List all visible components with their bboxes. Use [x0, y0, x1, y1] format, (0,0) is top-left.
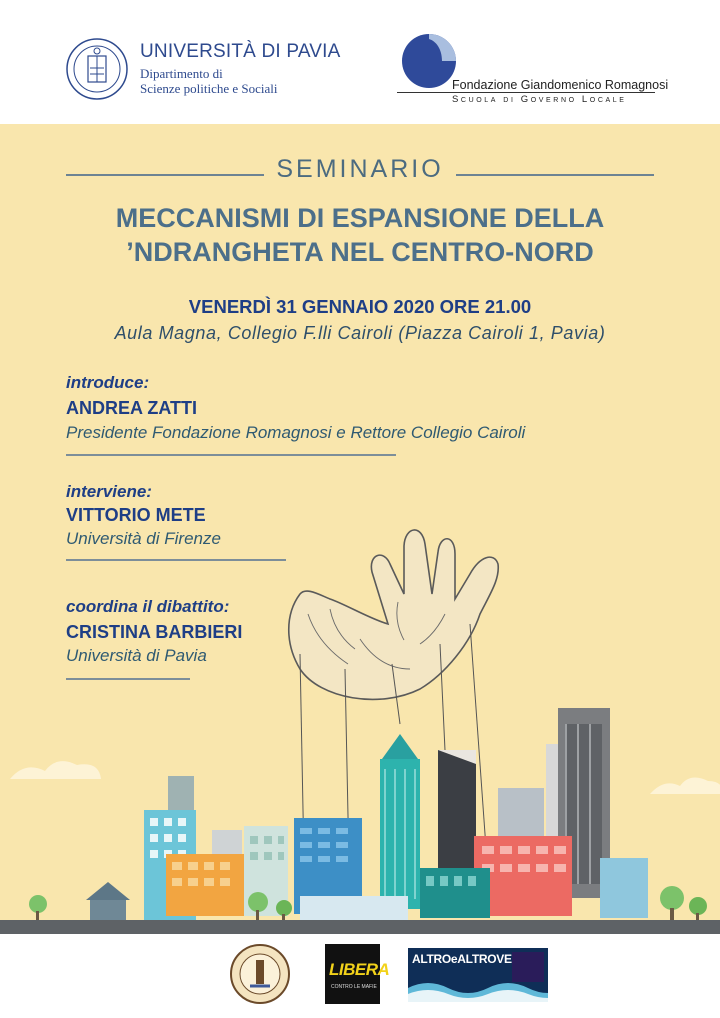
foundation-subtitle: Scuola di Governo Locale [452, 94, 627, 105]
speaker-2-divider [66, 559, 286, 561]
foundation-logo-icon [398, 33, 460, 91]
header [0, 0, 720, 124]
libera-logo-subtext: CONTRO LE MAFIE [331, 984, 377, 990]
speaker-1-name: ANDREA ZATTI [66, 398, 197, 418]
speaker-2-name: VITTORIO METE [66, 505, 206, 525]
foundation-name: Fondazione Giandomenico Romagnosi [452, 78, 669, 92]
university-name: UNIVERSITÀ DI PAVIA [140, 41, 341, 62]
poster [0, 124, 720, 934]
speaker-2-role: interviene: [66, 482, 152, 501]
department-line-2: Scienze politiche e Sociali [140, 81, 278, 96]
footer-logos [0, 934, 720, 1018]
department-line-1: Dipartimento di [140, 66, 223, 81]
speaker-1-affiliation: Presidente Fondazione Romagnosi e Rettore Collegio Cairoli [66, 423, 526, 442]
title-line-2: ’NDRANGHETA NEL CENTRO-NORD [126, 237, 594, 267]
speaker-1-divider [66, 454, 396, 456]
foundation-divider [397, 92, 655, 93]
speaker-3-divider [66, 678, 190, 680]
event-place: Aula Magna, Collegio F.lli Cairoli (Piazza Cairoli 1, Pavia) [114, 323, 606, 343]
altroealtrove-logo-text: ALTROeALTROVE [412, 952, 512, 966]
speaker-3-name: CRISTINA BARBIERI [66, 622, 243, 642]
kicker: SEMINARIO [276, 155, 444, 183]
speaker-1-role: introduce: [66, 373, 150, 392]
kicker-rule-right [456, 174, 654, 176]
university-seal-icon [66, 38, 128, 100]
speaker-2-affiliation: Università di Firenze [66, 529, 221, 548]
event-date: VENERDÌ 31 GENNAIO 2020 ORE 21.00 [188, 296, 532, 317]
department-name [140, 66, 278, 96]
libera-logo-text: LIBERA [329, 960, 390, 979]
speaker-3-affiliation: Università di Pavia [66, 646, 207, 665]
title-line-1: MECCANISMI DI ESPANSIONE DELLA [115, 203, 605, 233]
seminar-title [0, 201, 720, 269]
speaker-3-role: coordina il dibattito: [66, 597, 230, 616]
collegio-seal-icon [230, 944, 290, 1004]
